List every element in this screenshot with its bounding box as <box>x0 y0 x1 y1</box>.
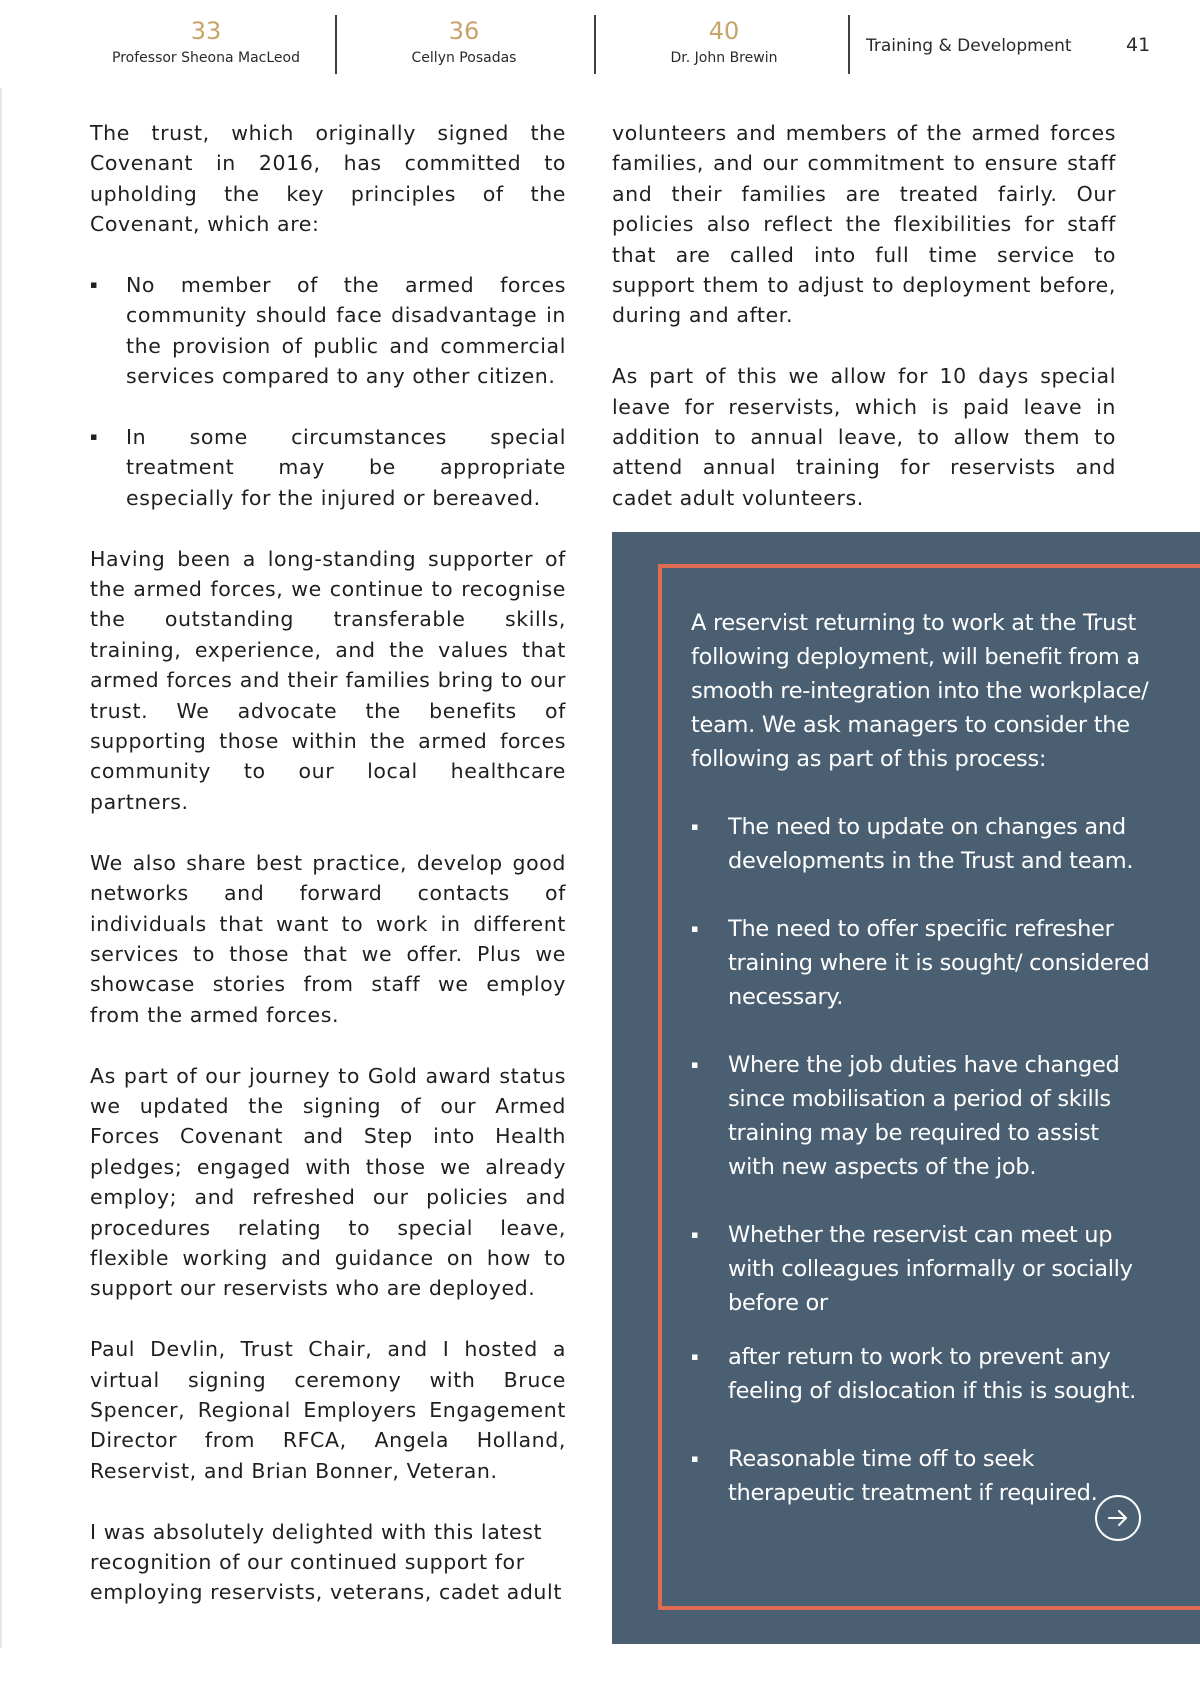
page-number: 41 <box>1126 34 1151 56</box>
paragraph: As part of our journey to Gold award status we updated the signing of our Armed Forces Covenant and Step into Health pledges; engaged with those we already employ; and refreshed our policies and procedures relating to special leave, flexible working and guidance on how to support our reservists who are deployed. <box>90 1063 566 1301</box>
header-nav <box>0 0 1200 80</box>
nav-person-name: Dr. John Brewin <box>670 50 778 66</box>
paragraph: We also share best practice, develop good networks and forward contacts of individuals that want to work in different services to those that we offer. Plus we showcase stories from staff we employ from the armed forces. <box>90 850 566 1027</box>
paragraph: Having been a long-standing supporter of the armed forces, we continue to recognise the outstanding transferable skills, training, experience, and the values that armed forces and their families bring to our trust. We advocate the benefits of supporting those within the armed forces community to our local healthcare partners. <box>90 546 566 814</box>
nav-page-number: 36 <box>448 17 480 45</box>
list-item: ▪ Where the job duties have changed since mobilisation a period of skills training may be required to assist with new aspects of the job. <box>691 1048 1151 1184</box>
nav-link-cellyn-posadas[interactable] <box>364 16 564 68</box>
paragraph: volunteers and members of the armed forces families, and our commitment to ensure staff and their families are treated fairly. Our policies also reflect the flexibilities for staff that are called into full time service to support them to adjust to deployment before, during and after. <box>612 121 1116 328</box>
covenant-principles-list <box>90 270 566 513</box>
nav-divider <box>848 15 850 74</box>
nav-person-name: Professor Sheona MacLeod <box>112 50 300 66</box>
paragraph: I was absolutely delighted with this latest recognition of our continued support for employing reservists, veterans, cadet adult <box>90 1519 562 1605</box>
nav-person-name: Cellyn Posadas <box>411 50 517 66</box>
paragraph: As part of this we allow for 10 days special leave for reservists, which is paid leave in addition to annual leave, to allow them to attend annual training for reservists and cadet adult volunteers. <box>612 364 1116 510</box>
arrow-right-circle-icon <box>1106 1506 1130 1530</box>
paragraph: Paul Devlin, Trust Chair, and I hosted a virtual signing ceremony with Bruce Spencer, Regional Employers Engagement Director from RFCA, Angela Holland, Reservist, and Brian Bonner, Veteran. <box>90 1337 566 1483</box>
list-item: ▪ Whether the reservist can meet up with colleagues informally or socially before or <box>691 1218 1151 1320</box>
right-column <box>612 118 1116 544</box>
paragraph: The trust, which originally signed the Covenant in 2016, has committed to upholding the key principles of the Covenant, which are: <box>90 121 566 237</box>
list-item: ▪ No member of the armed forces community should face disadvantage in the provision of public and commercial services compared to any other citizen. <box>90 270 566 392</box>
left-column <box>90 118 566 1638</box>
nav-link-john-brewin[interactable] <box>624 16 824 68</box>
nav-link-sheona-macleod[interactable] <box>96 16 316 68</box>
list-item: ▪ Reasonable time off to seek therapeutic treatment if required. <box>691 1442 1151 1510</box>
page-edge-rule <box>0 88 2 1648</box>
next-page-button[interactable] <box>1095 1495 1141 1541</box>
nav-page-number: 33 <box>190 17 222 45</box>
list-item: ▪ In some circumstances special treatment may be appropriate especially for the injured or bereaved. <box>90 422 566 513</box>
nav-divider <box>335 15 337 74</box>
nav-page-number: 40 <box>708 17 740 45</box>
reintegration-list <box>691 810 1151 1510</box>
section-title: Training & Development <box>866 36 1072 56</box>
list-item: ▪ The need to offer specific refresher training where it is sought/ considered necessary. <box>691 912 1151 1014</box>
list-item: ▪ The need to update on changes and developments in the Trust and team. <box>691 810 1151 878</box>
callout-content <box>691 606 1151 1544</box>
list-item: ▪ after return to work to prevent any feeling of dislocation if this is sought. <box>691 1340 1151 1408</box>
callout-intro: A reservist returning to work at the Trust following deployment, will benefit from a smooth re-integration into the workplace/ team. We ask managers to consider the following as part of this process: <box>691 610 1149 772</box>
nav-divider <box>594 15 596 74</box>
